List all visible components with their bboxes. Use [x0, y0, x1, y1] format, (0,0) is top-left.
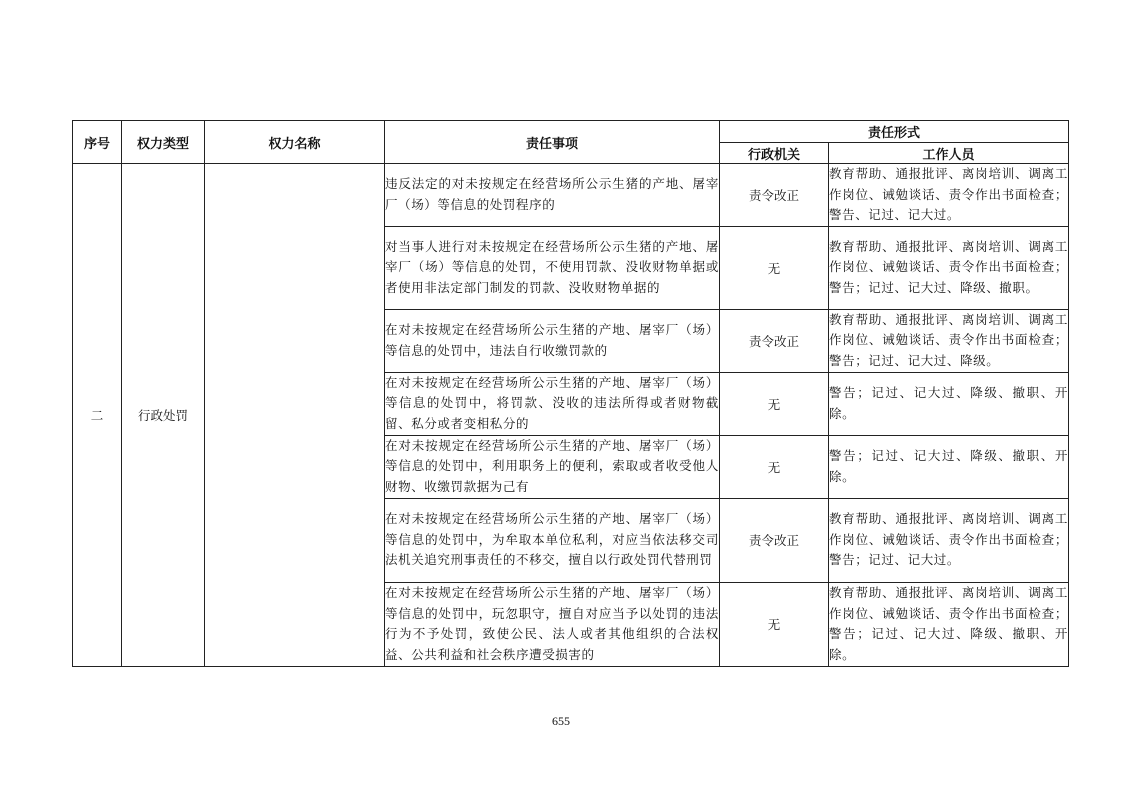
cell-responsibility-item: 在对未按规定在经营场所公示生猪的产地、屠宰厂（场）等信息的处罚中，利用职务上的便利，索取或者收受他人财物、收缴罚款据为己有 — [385, 435, 720, 498]
cell-responsibility-item: 在对未按规定在经营场所公示生猪的产地、屠宰厂（场）等信息的处罚中，将罚款、没收的违法所得或者财物截留、私分或者变相私分的 — [385, 372, 720, 435]
cell-agency-form: 责令改正 — [720, 309, 829, 372]
cell-staff-form: 教育帮助、通报批评、离岗培训、调离工作岗位、诫勉谈话、责令作出书面检查；警告；记过、记大过、降级。 — [829, 309, 1069, 372]
cell-agency-form: 无 — [720, 372, 829, 435]
responsibility-table — [72, 120, 1069, 667]
cell-staff-form: 教育帮助、通报批评、离岗培训、调离工作岗位、诫勉谈话、责令作出书面检查；警告；记过、记大过、降级、撤职。 — [829, 226, 1069, 309]
header-seq: 序号 — [73, 121, 122, 164]
page-number: 655 — [552, 714, 570, 728]
table-row — [73, 164, 1069, 227]
header-power-type: 权力类型 — [122, 121, 205, 164]
cell-responsibility-item: 在对未按规定在经营场所公示生猪的产地、屠宰厂（场）等信息的处罚中，玩忽职守，擅自对应当予以处罚的违法行为不予处罚，致使公民、法人或者其他组织的合法权益、公共利益和社会秩序遭受损害的 — [385, 582, 720, 666]
cell-power-name — [205, 164, 385, 667]
cell-agency-form: 责令改正 — [720, 498, 829, 582]
cell-responsibility-item: 违反法定的对未按规定在经营场所公示生猪的产地、屠宰厂（场）等信息的处罚程序的 — [385, 164, 720, 227]
cell-agency-form: 无 — [720, 582, 829, 666]
cell-agency-form: 无 — [720, 226, 829, 309]
cell-staff-form: 教育帮助、通报批评、离岗培训、调离工作岗位、诫勉谈话、责令作出书面检查；警告；记过、记大过。 — [829, 498, 1069, 582]
header-agency: 行政机关 — [720, 143, 829, 164]
cell-staff-form: 教育帮助、通报批评、离岗培训、调离工作岗位、诫勉谈话、责令作出书面检查；警告；记过、记大过、降级、撤职、开除。 — [829, 582, 1069, 666]
cell-agency-form: 无 — [720, 435, 829, 498]
header-power-name: 权力名称 — [205, 121, 385, 164]
header-responsibility-form: 责任形式 — [720, 121, 1069, 143]
cell-responsibility-item: 在对未按规定在经营场所公示生猪的产地、屠宰厂（场）等信息的处罚中，为牟取本单位私利，对应当依法移交司法机关追究刑事责任的不移交，擅自以行政处罚代替刑罚 — [385, 498, 720, 582]
header-staff: 工作人员 — [829, 143, 1069, 164]
cell-seq: 二 — [73, 164, 122, 667]
cell-staff-form: 警告；记过、记大过、降级、撤职、开除。 — [829, 372, 1069, 435]
cell-power-type: 行政处罚 — [122, 164, 205, 667]
cell-responsibility-item: 对当事人进行对未按规定在经营场所公示生猪的产地、屠宰厂（场）等信息的处罚，不使用罚款、没收财物单据或者使用非法定部门制发的罚款、没收财物单据的 — [385, 226, 720, 309]
cell-agency-form: 责令改正 — [720, 164, 829, 227]
cell-staff-form: 警告；记过、记大过、降级、撤职、开除。 — [829, 435, 1069, 498]
header-responsibility: 责任事项 — [385, 121, 720, 164]
cell-responsibility-item: 在对未按规定在经营场所公示生猪的产地、屠宰厂（场）等信息的处罚中，违法自行收缴罚款的 — [385, 309, 720, 372]
cell-staff-form: 教育帮助、通报批评、离岗培训、调离工作岗位、诫勉谈话、责令作出书面检查；警告、记过、记大过。 — [829, 164, 1069, 227]
